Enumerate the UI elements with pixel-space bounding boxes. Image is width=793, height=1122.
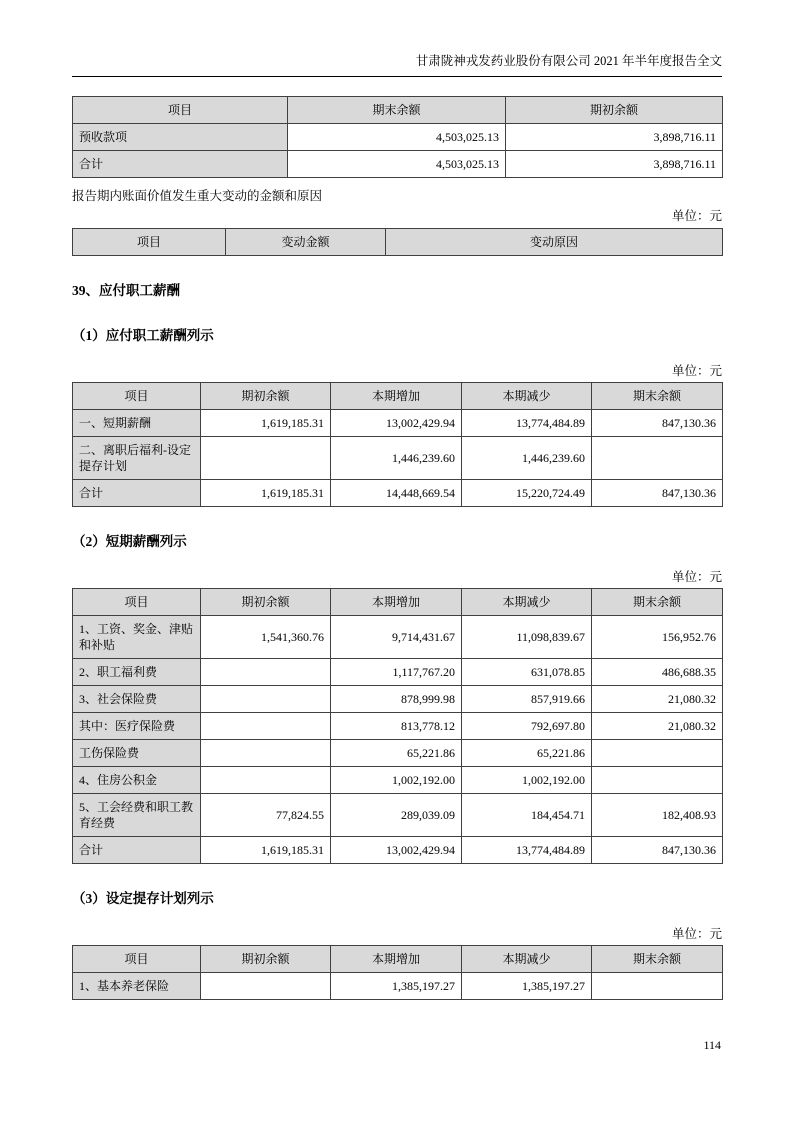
cell-value: 1,619,185.31 bbox=[201, 837, 331, 864]
cell-value bbox=[592, 740, 723, 767]
table-row bbox=[73, 410, 723, 437]
table-row bbox=[73, 837, 723, 864]
table-header-row bbox=[73, 589, 723, 616]
column-header: 本期减少 bbox=[462, 589, 592, 616]
cell-value: 4,503,025.13 bbox=[288, 124, 506, 151]
cell-value: 13,002,429.94 bbox=[331, 837, 462, 864]
value-change-table bbox=[72, 228, 723, 256]
cell-value: 878,999.98 bbox=[331, 686, 462, 713]
row-label: 1、基本养老保险 bbox=[73, 973, 201, 1000]
cell-value: 3,898,716.11 bbox=[506, 151, 723, 178]
advance-receipts-table bbox=[72, 96, 723, 178]
note-text: 报告期内账面价值发生重大变动的金额和原因 bbox=[72, 189, 323, 203]
column-header: 项目 bbox=[73, 229, 226, 256]
cell-value bbox=[201, 686, 331, 713]
table-row bbox=[73, 713, 723, 740]
row-label: 二、离职后福利-设定提存计划 bbox=[73, 437, 201, 480]
row-label: 一、短期薪酬 bbox=[73, 410, 201, 437]
cell-value bbox=[592, 767, 723, 794]
cell-value: 77,824.55 bbox=[201, 794, 331, 837]
column-header: 期初余额 bbox=[506, 97, 723, 124]
column-header: 变动原因 bbox=[386, 229, 723, 256]
cell-value: 1,446,239.60 bbox=[462, 437, 592, 480]
row-label: 5、工会经费和职工教育经费 bbox=[73, 794, 201, 837]
cell-value: 1,541,360.76 bbox=[201, 616, 331, 659]
cell-value: 182,408.93 bbox=[592, 794, 723, 837]
employee-compensation-table bbox=[72, 382, 723, 507]
column-header: 本期增加 bbox=[331, 383, 462, 410]
unit-label: 单位：元 bbox=[671, 209, 722, 223]
column-header: 本期增加 bbox=[331, 946, 462, 973]
table-row bbox=[73, 437, 723, 480]
row-label: 4、住房公积金 bbox=[73, 767, 201, 794]
subsection-heading-2: （2）短期薪酬列示 bbox=[72, 534, 187, 549]
cell-value: 1,385,197.27 bbox=[331, 973, 462, 1000]
cell-value: 65,221.86 bbox=[331, 740, 462, 767]
cell-value bbox=[201, 713, 331, 740]
cell-value: 4,503,025.13 bbox=[288, 151, 506, 178]
cell-value: 1,385,197.27 bbox=[462, 973, 592, 1000]
column-header: 项目 bbox=[73, 946, 201, 973]
table-row bbox=[73, 767, 723, 794]
column-header: 期初余额 bbox=[201, 946, 331, 973]
column-header: 期末余额 bbox=[288, 97, 506, 124]
subsection-heading-3: （3）设定提存计划列示 bbox=[72, 891, 214, 906]
page-number: 114 bbox=[703, 1038, 721, 1052]
cell-value: 3,898,716.11 bbox=[506, 124, 723, 151]
row-label: 2、职工福利费 bbox=[73, 659, 201, 686]
column-header: 本期增加 bbox=[331, 589, 462, 616]
column-header: 期初余额 bbox=[201, 589, 331, 616]
cell-value: 792,697.80 bbox=[462, 713, 592, 740]
report-header-title: 甘肃陇神戎发药业股份有限公司 2021 年半年度报告全文 bbox=[72, 52, 722, 77]
table-row bbox=[73, 480, 723, 507]
cell-value: 847,130.36 bbox=[592, 410, 723, 437]
unit-label: 单位：元 bbox=[671, 927, 722, 941]
table-row bbox=[73, 740, 723, 767]
cell-value: 184,454.71 bbox=[462, 794, 592, 837]
cell-value: 14,448,669.54 bbox=[331, 480, 462, 507]
cell-value bbox=[592, 973, 723, 1000]
cell-value: 1,619,185.31 bbox=[201, 480, 331, 507]
cell-value: 15,220,724.49 bbox=[462, 480, 592, 507]
cell-value bbox=[592, 437, 723, 480]
section-heading-39: 39、应付职工薪酬 bbox=[72, 283, 180, 298]
cell-value: 486,688.35 bbox=[592, 659, 723, 686]
table-row bbox=[73, 124, 723, 151]
cell-value bbox=[201, 973, 331, 1000]
table-row bbox=[73, 686, 723, 713]
column-header: 变动金额 bbox=[226, 229, 386, 256]
column-header: 项目 bbox=[73, 383, 201, 410]
row-label: 3、社会保险费 bbox=[73, 686, 201, 713]
column-header: 本期减少 bbox=[462, 383, 592, 410]
cell-value: 21,080.32 bbox=[592, 686, 723, 713]
cell-value bbox=[201, 659, 331, 686]
defined-contribution-plan-table bbox=[72, 945, 723, 1000]
row-label: 1、工资、奖金、津贴和补贴 bbox=[73, 616, 201, 659]
unit-label: 单位：元 bbox=[671, 364, 722, 378]
column-header: 期末余额 bbox=[592, 589, 723, 616]
table-row bbox=[73, 794, 723, 837]
cell-value bbox=[201, 767, 331, 794]
column-header: 期末余额 bbox=[592, 383, 723, 410]
table-header-row bbox=[73, 383, 723, 410]
cell-value: 1,117,767.20 bbox=[331, 659, 462, 686]
table-row bbox=[73, 151, 723, 178]
cell-value: 13,774,484.89 bbox=[462, 837, 592, 864]
short-term-compensation-table bbox=[72, 588, 723, 864]
column-header: 期初余额 bbox=[201, 383, 331, 410]
table-header-row bbox=[73, 946, 723, 973]
column-header: 本期减少 bbox=[462, 946, 592, 973]
cell-value bbox=[201, 437, 331, 480]
row-label: 工伤保险费 bbox=[73, 740, 201, 767]
cell-value: 11,098,839.67 bbox=[462, 616, 592, 659]
cell-value: 13,774,484.89 bbox=[462, 410, 592, 437]
cell-value: 65,221.86 bbox=[462, 740, 592, 767]
cell-value: 21,080.32 bbox=[592, 713, 723, 740]
row-label: 合计 bbox=[73, 151, 288, 178]
cell-value: 1,002,192.00 bbox=[462, 767, 592, 794]
row-label: 其中：医疗保险费 bbox=[73, 713, 201, 740]
table-header-row bbox=[73, 97, 723, 124]
subsection-heading-1: （1）应付职工薪酬列示 bbox=[72, 328, 214, 343]
row-label: 合计 bbox=[73, 837, 201, 864]
cell-value: 13,002,429.94 bbox=[331, 410, 462, 437]
cell-value: 289,039.09 bbox=[331, 794, 462, 837]
cell-value: 156,952.76 bbox=[592, 616, 723, 659]
table-row bbox=[73, 973, 723, 1000]
cell-value: 1,446,239.60 bbox=[331, 437, 462, 480]
column-header: 项目 bbox=[73, 97, 288, 124]
table-row bbox=[73, 616, 723, 659]
table-row bbox=[73, 659, 723, 686]
cell-value: 813,778.12 bbox=[331, 713, 462, 740]
row-label: 合计 bbox=[73, 480, 201, 507]
cell-value: 631,078.85 bbox=[462, 659, 592, 686]
cell-value bbox=[201, 740, 331, 767]
column-header: 项目 bbox=[73, 589, 201, 616]
cell-value: 9,714,431.67 bbox=[331, 616, 462, 659]
row-label: 预收款项 bbox=[73, 124, 288, 151]
cell-value: 1,619,185.31 bbox=[201, 410, 331, 437]
column-header: 期末余额 bbox=[592, 946, 723, 973]
cell-value: 847,130.36 bbox=[592, 480, 723, 507]
cell-value: 857,919.66 bbox=[462, 686, 592, 713]
unit-label: 单位：元 bbox=[671, 570, 722, 584]
cell-value: 1,002,192.00 bbox=[331, 767, 462, 794]
cell-value: 847,130.36 bbox=[592, 837, 723, 864]
table-header-row bbox=[73, 229, 723, 256]
